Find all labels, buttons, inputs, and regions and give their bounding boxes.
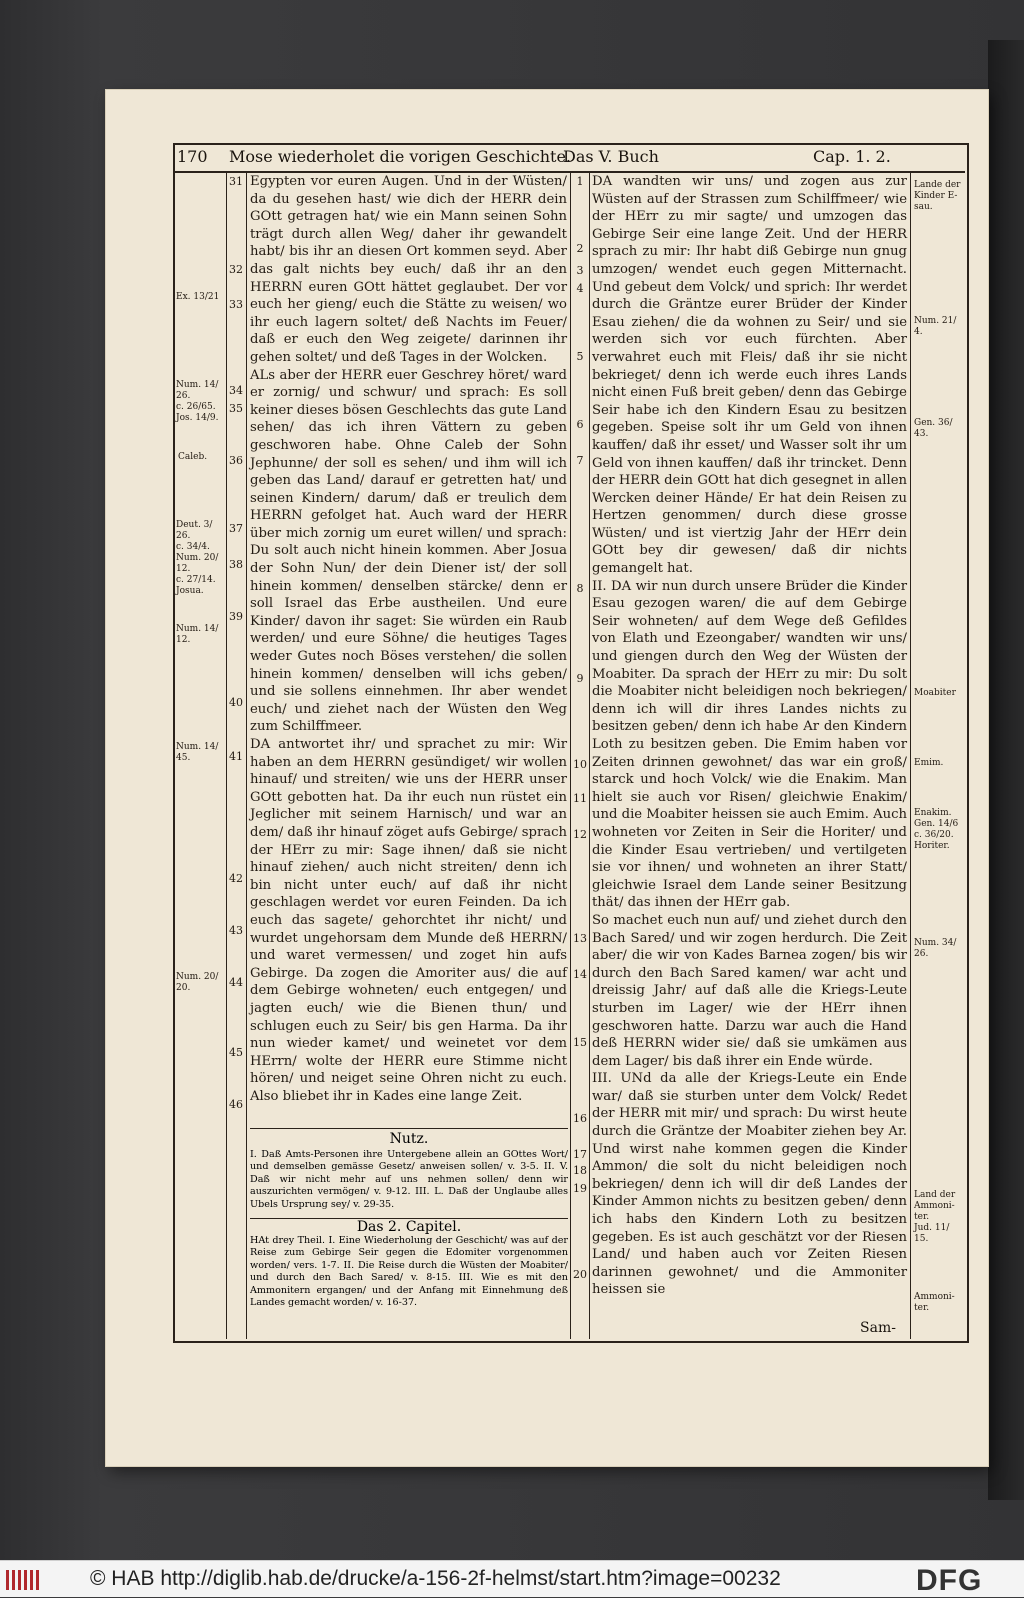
source-url[interactable]: © HAB http://diglib.hab.de/drucke/a-156-2f-helmst/start.htm?image=00232 xyxy=(90,1567,781,1590)
hab-logo-icon xyxy=(4,1567,44,1593)
margin-note: Land der Ammoni- ter. Jud. 11/ 15. xyxy=(914,1190,956,1244)
margin-note: Num. 14/ 26. c. 26/65. Jos. 14/9. xyxy=(176,380,219,423)
verse-number: 35 xyxy=(229,402,243,415)
verse-number: 32 xyxy=(229,263,243,276)
right-column xyxy=(592,173,907,1299)
verse-number: 45 xyxy=(229,1046,243,1059)
right-paragraph-3: So machet euch nun auf/ und ziehet durch den Bach Sared/ und wir zogen herdurch. Die Zeit aber/ die wir von Kades Barnea zogen/ bis wir durch den Bach Sared kamen/ war acht und dreissig Jahr/ auf daß alle die Kriegs-Leute sturben im Lager/ wie der HErr ihnen geschworen hatte. Darzu war auch die Hand deß HERRN wider sie/ daß sie umkämen aus dem Lager/ bis daß ihrer ein Ende würde. xyxy=(592,912,907,1069)
verse-number: 15 xyxy=(573,1036,587,1049)
book-title: Das V. Buch xyxy=(563,147,659,166)
margin-note: Num. 34/ 26. xyxy=(914,938,957,959)
verse-number: 42 xyxy=(229,872,243,885)
page-number: 170 xyxy=(177,147,208,166)
verse-number: 46 xyxy=(229,1098,243,1111)
verse-number: 38 xyxy=(229,558,243,571)
right-paragraph-4: III. UNd da alle der Kriegs-Leute ein Ende war/ daß sie sturben unter dem Volck/ Redet der HERR mit mir/ und sprach: Du wirst heute durch die Gräntze der Moabiter ziehen bey Ar. Und wirst nahe kommen gegen die Kinder Ammon/ die solt du nicht beleidigen noch bekriegen/ denn ich will dir deß Landes der Kinder Ammon nichts zu besitzen geben/ denn ich habs den Kindern Loth zu besitzen gegeben. Es ist auch geschätzt vor der Riesen Land/ und haben auch vor Zeiten Riesen darinnen gewohnet/ und die Ammoniter heissen sie xyxy=(592,1071,907,1298)
verse-number: 34 xyxy=(229,384,243,397)
verse-number: 41 xyxy=(229,750,243,763)
dfg-logo: DFG xyxy=(916,1564,983,1597)
verse-number: 19 xyxy=(573,1182,587,1195)
margin-note: Emim. xyxy=(914,758,944,768)
verse-number: 11 xyxy=(573,792,587,805)
chapter2-summary xyxy=(250,1218,568,1325)
margin-note: Num. 21/ 4. xyxy=(914,316,957,337)
verse-number: 7 xyxy=(576,454,584,467)
verse-number: 9 xyxy=(576,672,584,685)
catchword: Sam- xyxy=(860,1320,896,1336)
verse-number: 4 xyxy=(576,282,584,295)
verse-number: 16 xyxy=(573,1112,587,1125)
nutz-box xyxy=(250,1128,568,1215)
book-spine xyxy=(988,40,1024,1500)
verse-number: 17 xyxy=(573,1148,587,1161)
left-column xyxy=(250,173,567,1105)
margin-note: Deut. 3/ 26. c. 34/4. Num. 20/ 12. c. 27/14. Josua. xyxy=(176,520,219,596)
rule-left-numbers xyxy=(246,171,247,1339)
chapter2-summary-text: HAt drey Theil. I. Eine Wiederholung der Geschicht/ was auf der Reise zum Gebirge Seir gegen die Edomiter vorgenommen worden/ vers. 1-7. II. Die Reise durch die Wüsten der Moabiter/ und durch den Bach Sared/ v. 8-15. III. Wie es mit den Ammonitern ergangen/ und der Anfang mit Einnehmung deß Landes gemacht worden/ v. 16-37. xyxy=(250,1235,568,1309)
verse-number: 13 xyxy=(573,932,587,945)
verse-number: 43 xyxy=(229,924,243,937)
chapter2-title: Das 2. Capitel. xyxy=(356,1219,462,1235)
margin-note: Ammoni- ter. xyxy=(914,1292,955,1313)
verse-number: 39 xyxy=(229,610,243,623)
verse-number: 5 xyxy=(576,350,584,363)
margin-note: Caleb. xyxy=(178,452,208,462)
verse-number: 6 xyxy=(576,418,584,431)
chapter-label: Cap. 1. 2. xyxy=(813,147,891,166)
nutz-text: I. Daß Amts-Personen ihre Untergebene allein an GOttes Wort/ und demselben gemässe Gesetz/ anweisen sollen/ v. 3-5. II. V. Daß wir nicht mehr auf uns nehmen sollen/ denn wir auszurichten vermögen/ v. 9-12. III. L. Daß der Unglaube alles Ubels Ursprung sey/ v. 29-35. xyxy=(250,1149,568,1210)
left-paragraph-3: DA antwortet ihr/ und sprachet zu mir: Wir haben an dem HERRN gesündiget/ wir wollen hinauf/ und streiten/ wie uns der HERR unser GOtt gebotten hat. Da ihr euch nun rüstet ein Jeglicher mit seinem Harnisch/ und war an dem/ daß ihr hinauf zöget aufs Gebirge/ sprach der HErr zu mir: Sage ihnen/ daß sie nicht hinauf ziehen/ auch nicht streiten/ denn ich bin nicht unter euch/ auf daß ihr nicht geschlagen werdet vor euren Feinden. Da ich euch das sagete/ gehorchtet ihr nicht/ und wurdet ungehorsam dem Munde deß HERRN/ und waret vermessen/ und zoget hin aufs Gebirge. Da zogen die Amoriter aus/ die auf dem Gebirge wohneten/ euch entgegen/ und jagten euch/ wie die Bienen thun/ und schlugen euch zu Seir/ bis gen Harma. Da ihr nun wieder kamet/ und weinetet vor dem HErrn/ wolte der HERR eure Stimme nicht hören/ und neiget seine Ohren nicht zu euch. Also bliebet ihr in Kades eine lange Zeit. xyxy=(250,737,567,1104)
margin-note: Lande der Kinder E- sau. xyxy=(914,180,961,212)
verse-number: 10 xyxy=(573,758,587,771)
right-paragraph-2: II. DA wir nun durch unsere Brüder die Kinder Esau gezogen waren/ die auf dem Gebirge Seir wohneten/ auf dem Wege deß Gefildes von Elath und Ezeongaber/ wandten wir uns/ und giengen durch den Weg der Wüsten der Moabiter. Da sprach der HErr zu mir: Du solt die Moabiter nicht beleidigen noch bekriegen/ denn ich will dir ihres Landes nichts zu besitzen geben/ denn ich habe Ar den Kindern Loth zu besitzen geben. Die Emim haben vor Zeiten drinnen gewohnet/ das war ein groß/ starck und hoch Volck/ wie die Enakim. Man hielt sie auch vor Risen/ gleichwie Enakim/ und die Moabiter heissen sie auch Emim. Auch wohneten vor Zeiten in Seir die Horiter/ und die Kinder Esau vertrieben/ und vertilgeten sie vor ihnen/ und wohneten an ihrer Statt/ gleichwie Israel dem Lande seiner Besitzung thät/ das ihnen der HErr gab. xyxy=(592,578,907,911)
right-paragraph-1: DA wandten wir uns/ und zogen aus zur Wüsten auf der Strassen zum Schilffmeer/ wie der HErr zu mir sagte/ und umzogen das Gebirge Seir eine lange Zeit. Und der HERR sprach zu mir: Ihr habt diß Gebirge nun gnug umzogen/ wendet euch gegen Mitternacht. Und gebeut dem Volck/ und sprich: Ihr werdet durch die Gräntze eurer Brüder der Kinder Esau ziehen/ die da wohnen zu Seir/ und sie werden sich vor euch fürchten. Aber verwahret euch mit Fleis/ daß ihr sie nicht bekrieget/ denn ich werde euch ihres Lands nicht einen Fuß breit geben/ denn das Gebirge Seir habe ich den Kindern Esau zu besitzen gegeben. Speise solt ihr um Geld von ihnen kauffen/ daß ihr esset/ und Wasser solt ihr um Geld von ihnen kauffen/ daß ihr trincket. Denn der HERR dein GOtt hat dich gesegnet in allen Wercken deiner Hände/ Er hat dein Reisen zu Hertzen genommen/ durch diese grosse Wüsten/ und ist viertzig Jahr der HErr dein GOtt bey dir gewesen/ daß dir nichts gemangelt hat. xyxy=(592,174,907,577)
verse-number: 1 xyxy=(576,175,584,188)
verse-number: 33 xyxy=(229,298,243,311)
left-paragraph-2: ALs aber der HERR euer Geschrey höret/ ward er zornig/ und schwur/ und sprach: Es soll keiner dieses bösen Geschlechts das gute Land sehen/ das ich ihren Vättern zu geben geschworen habe. Ohne Caleb der Sohn Jephunne/ der soll es sehen/ und ihm will ich geben das Land/ darauf er getretten hat/ und seinen Kindern/ darum/ daß er treulich dem HERRN gefolget hat. Auch ward der HERR über mich zornig um euret willen/ und sprach: Du solt auch nicht hinein kommen. Aber Josua der Sohn Nun/ der dein Diener ist/ der soll hinein kommen/ denselben stärcke/ denn er soll Israel das Erbe austheilen. Und eure Kinder/ davon ihr saget: Sie würden ein Raub werden/ und eure Söhne/ die heutiges Tages weder Gutes noch Böses verstehen/ die sollen hinein kommen/ denselben will ichs geben/ und sie sollens einnehmen. Ihr aber wendet euch/ und ziehet nach der Wüsten den Weg zum Schilffmeer. xyxy=(250,367,567,735)
verse-number: 8 xyxy=(576,582,584,595)
verse-number: 12 xyxy=(573,828,587,841)
margin-note: Gen. 36/ 43. xyxy=(914,418,953,439)
running-title: Mose wiederholet die vorigen Geschichte. xyxy=(229,147,572,166)
margin-note: Num. 20/ 20. xyxy=(176,972,219,993)
verse-number: 3 xyxy=(576,264,584,277)
verse-number: 44 xyxy=(229,976,243,989)
margin-note: Ex. 13/21 xyxy=(176,292,220,302)
verse-number: 31 xyxy=(229,175,243,188)
margin-note: Num. 14/ 12. xyxy=(176,624,219,645)
verse-number: 14 xyxy=(573,968,587,981)
rule-right-numbers xyxy=(589,171,590,1339)
left-paragraph-1: Egypten vor euren Augen. Und in der Wüsten/ da du gesehen hast/ wie dich der HERR dein GOtt getragen hat/ wie ein Mann seinen Sohn trägt durch allen Weg/ daher ihr gewandelt habt/ bis ihr an diesen Ort kommen seyd. Aber das galt nichts bey euch/ daß ihr an den HERRN euren GOtt hättet geglaubet. Der vor euch her gieng/ euch die Stätte zu weisen/ wo ihr euch lagern soltet/ deß Nachts im Feuer/ daß er euch den Weg zeigete/ darinnen ihr gehen soltet/ und deß Tages in der Wolcken. xyxy=(250,174,567,365)
margin-note: Enakim. Gen. 14/6 c. 36/20. Horiter. xyxy=(914,808,959,851)
verse-number: 40 xyxy=(229,696,243,709)
nutz-title: Nutz. xyxy=(389,1131,429,1147)
verse-number: 20 xyxy=(573,1268,587,1281)
verse-number: 37 xyxy=(229,522,243,535)
verse-number: 2 xyxy=(576,242,584,255)
verse-number: 18 xyxy=(573,1164,587,1177)
verse-number: 36 xyxy=(229,454,243,467)
margin-note: Num. 14/ 45. xyxy=(176,742,219,763)
margin-note: Moabiter xyxy=(914,688,956,698)
rule-right-margin xyxy=(910,171,911,1339)
viewer-footer xyxy=(0,1560,1024,1597)
